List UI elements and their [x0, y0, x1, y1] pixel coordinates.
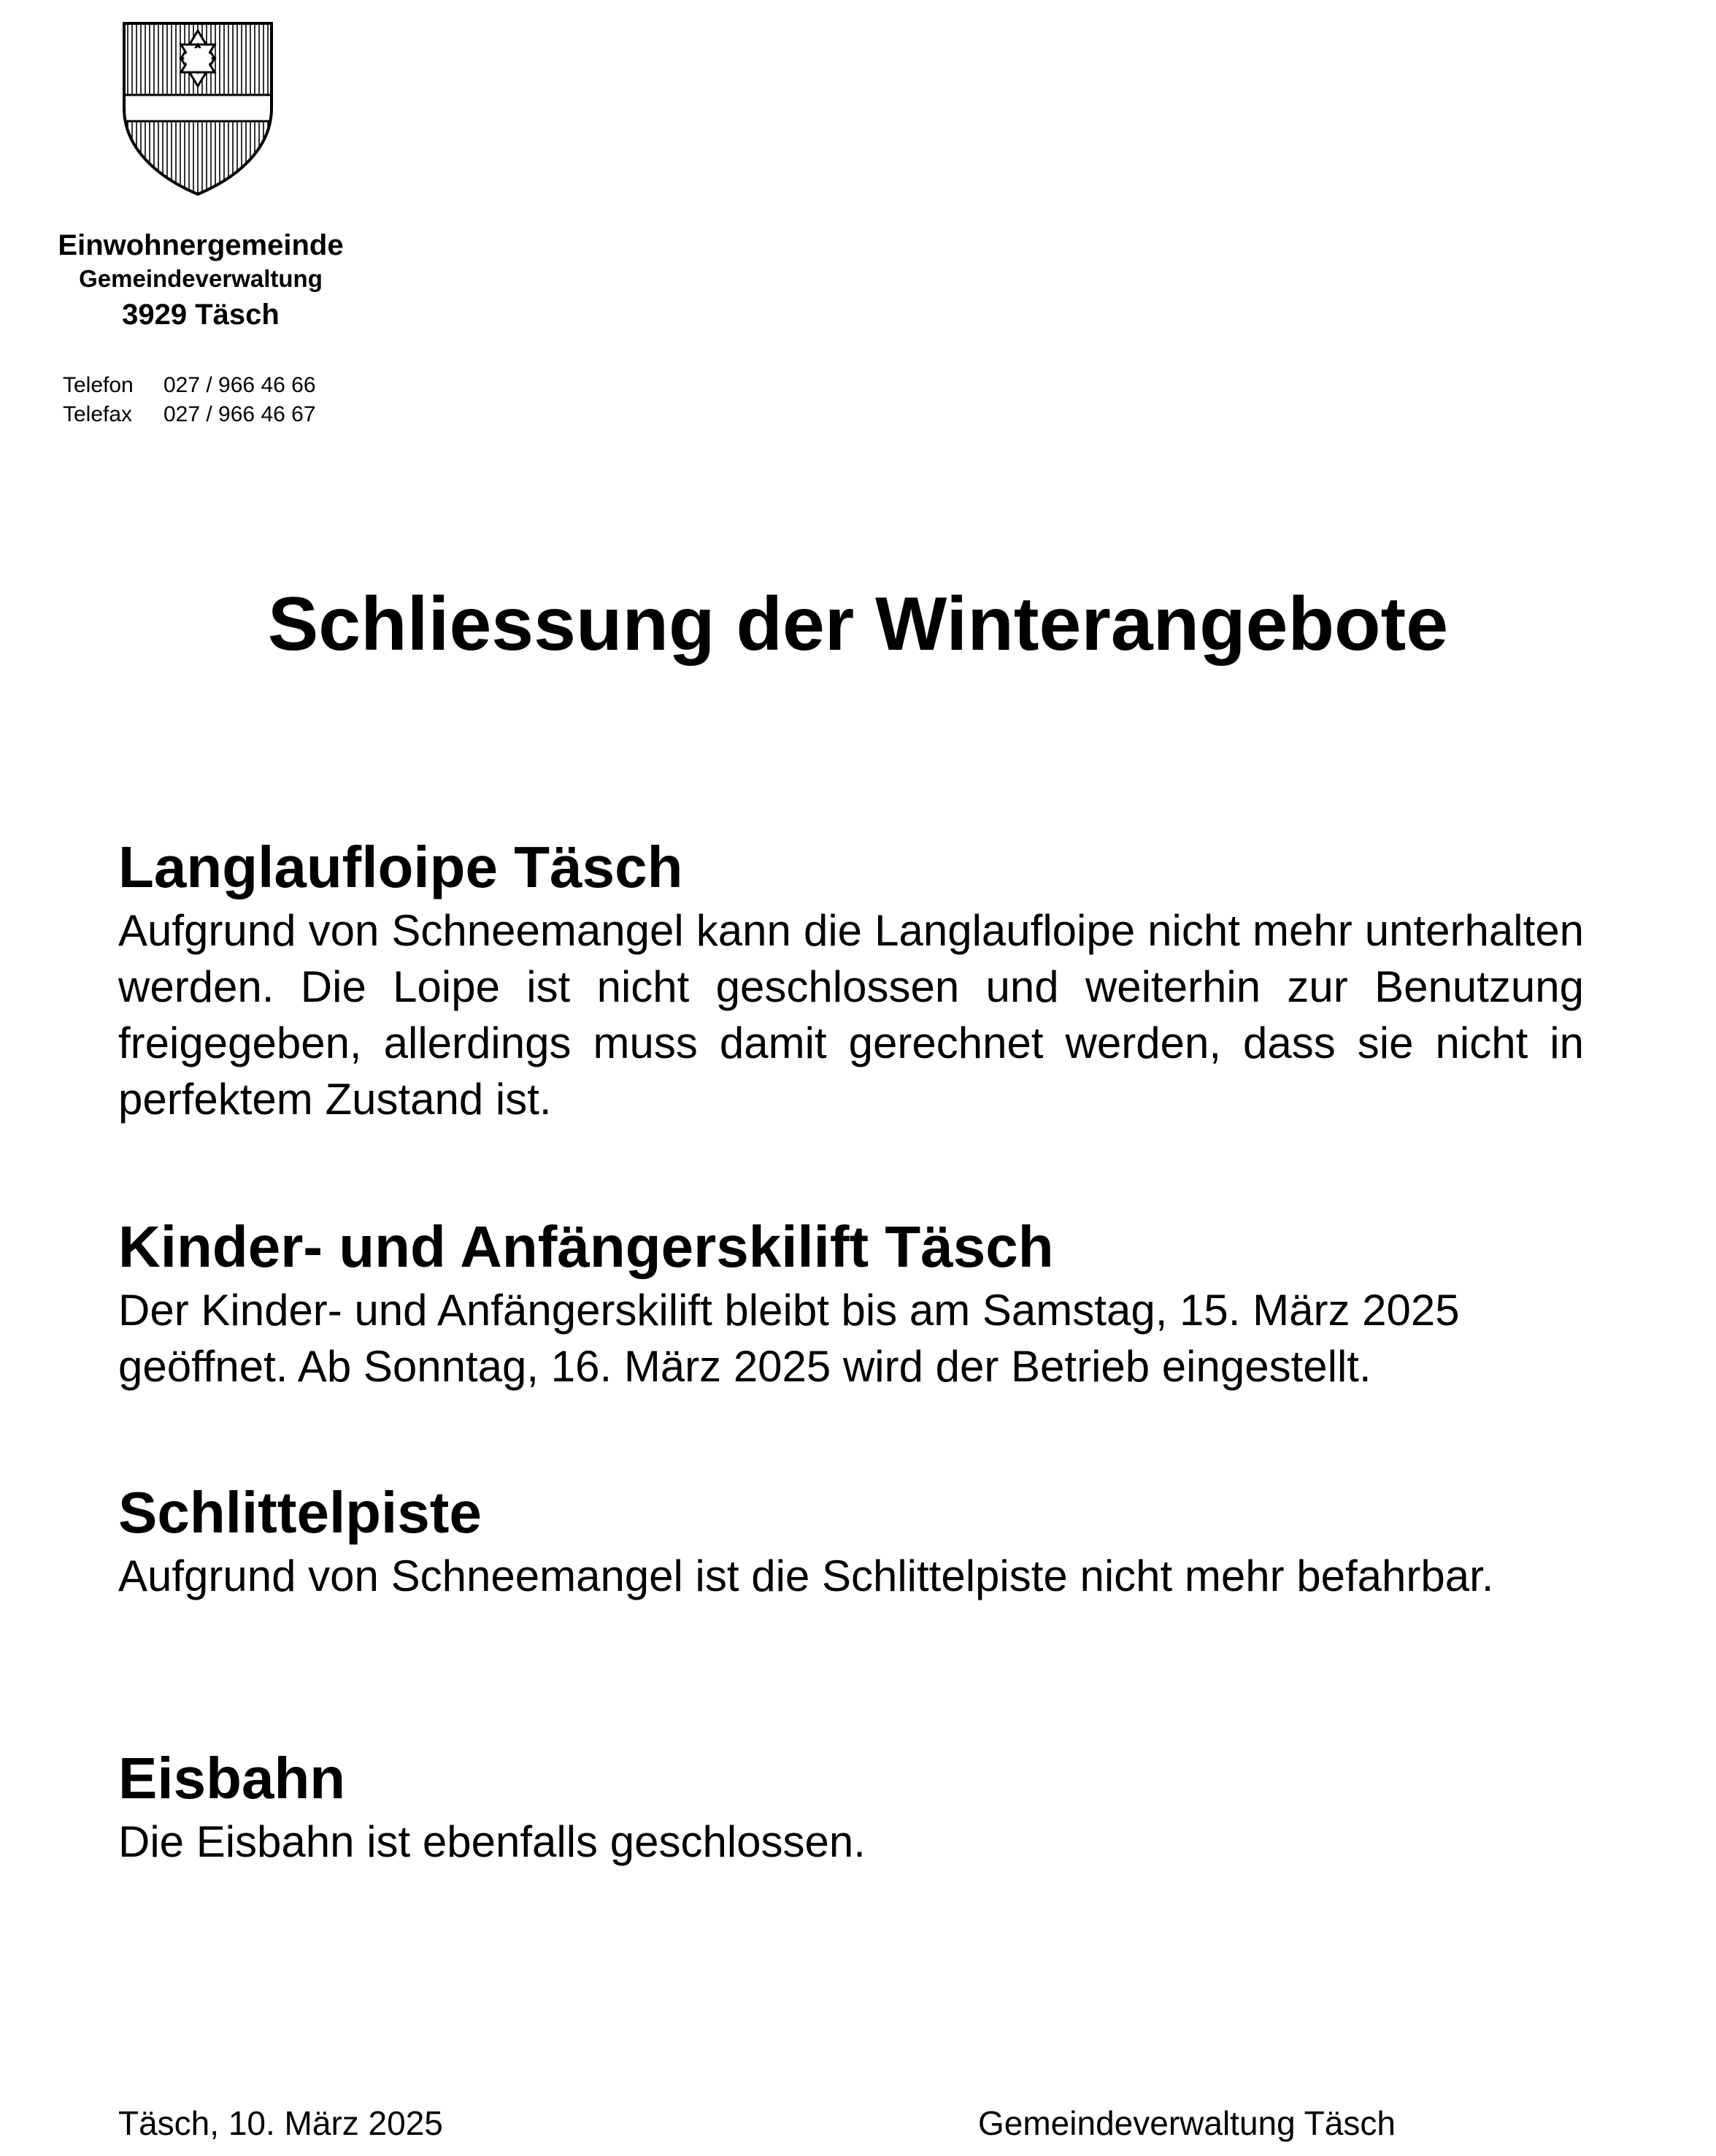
department-name: Gemeindeverwaltung: [79, 265, 323, 292]
fax-label: Telefax: [63, 402, 133, 426]
section-langlaufloipe: [118, 832, 1584, 1127]
coat-of-arms-icon: [121, 20, 274, 197]
contact-row-fax: [63, 400, 316, 429]
page-title: Schliessung der Winterangebote: [267, 582, 1449, 667]
section-eisbahn: [118, 1743, 1584, 1870]
section-schlittelpiste: [118, 1478, 1505, 1604]
section-body: Aufgrund von Schneemangel ist die Schlittelpiste nicht mehr befahrbar.: [118, 1551, 1494, 1600]
section-body: Der Kinder- und Anfängerskilift bleibt bis am Samstag, 15. März 2025 geöffnet. Ab Sonntag, 16. März 2025 wird der Betrieb eingestellt.: [118, 1286, 1460, 1391]
section-body: Aufgrund von Schneemangel kann die Langlaufloipe nicht mehr unterhalten werden. Die Loipe ist nicht geschlossen und weiterhin zur Benutzung freigegeben, allerdings muss damit gerechnet werden, dass sie nicht in perfektem Zustand ist.: [118, 906, 1584, 1124]
fax-number: 027 / 966 46 67: [163, 402, 316, 426]
contact-block: [63, 371, 316, 429]
section-skilift: [118, 1212, 1584, 1395]
organization-name: Einwohnergemeinde: [58, 229, 344, 261]
section-heading: Langlaufloipe Täsch: [118, 835, 683, 899]
place-name: 3929 Täsch: [122, 299, 280, 331]
section-body: Die Eisbahn ist ebenfalls geschlossen.: [118, 1817, 866, 1866]
section-heading: Eisbahn: [118, 1746, 346, 1811]
signature: Gemeindeverwaltung Täsch: [978, 2104, 1396, 2142]
phone-number: 027 / 966 46 66: [163, 373, 316, 397]
place-date: Täsch, 10. März 2025: [118, 2104, 443, 2142]
section-heading: Schlittelpiste: [118, 1480, 482, 1545]
letterhead: [29, 228, 372, 334]
section-heading: Kinder- und Anfängerskilift Täsch: [118, 1214, 1054, 1279]
phone-label: Telefon: [63, 373, 134, 397]
contact-row-phone: [63, 371, 316, 400]
